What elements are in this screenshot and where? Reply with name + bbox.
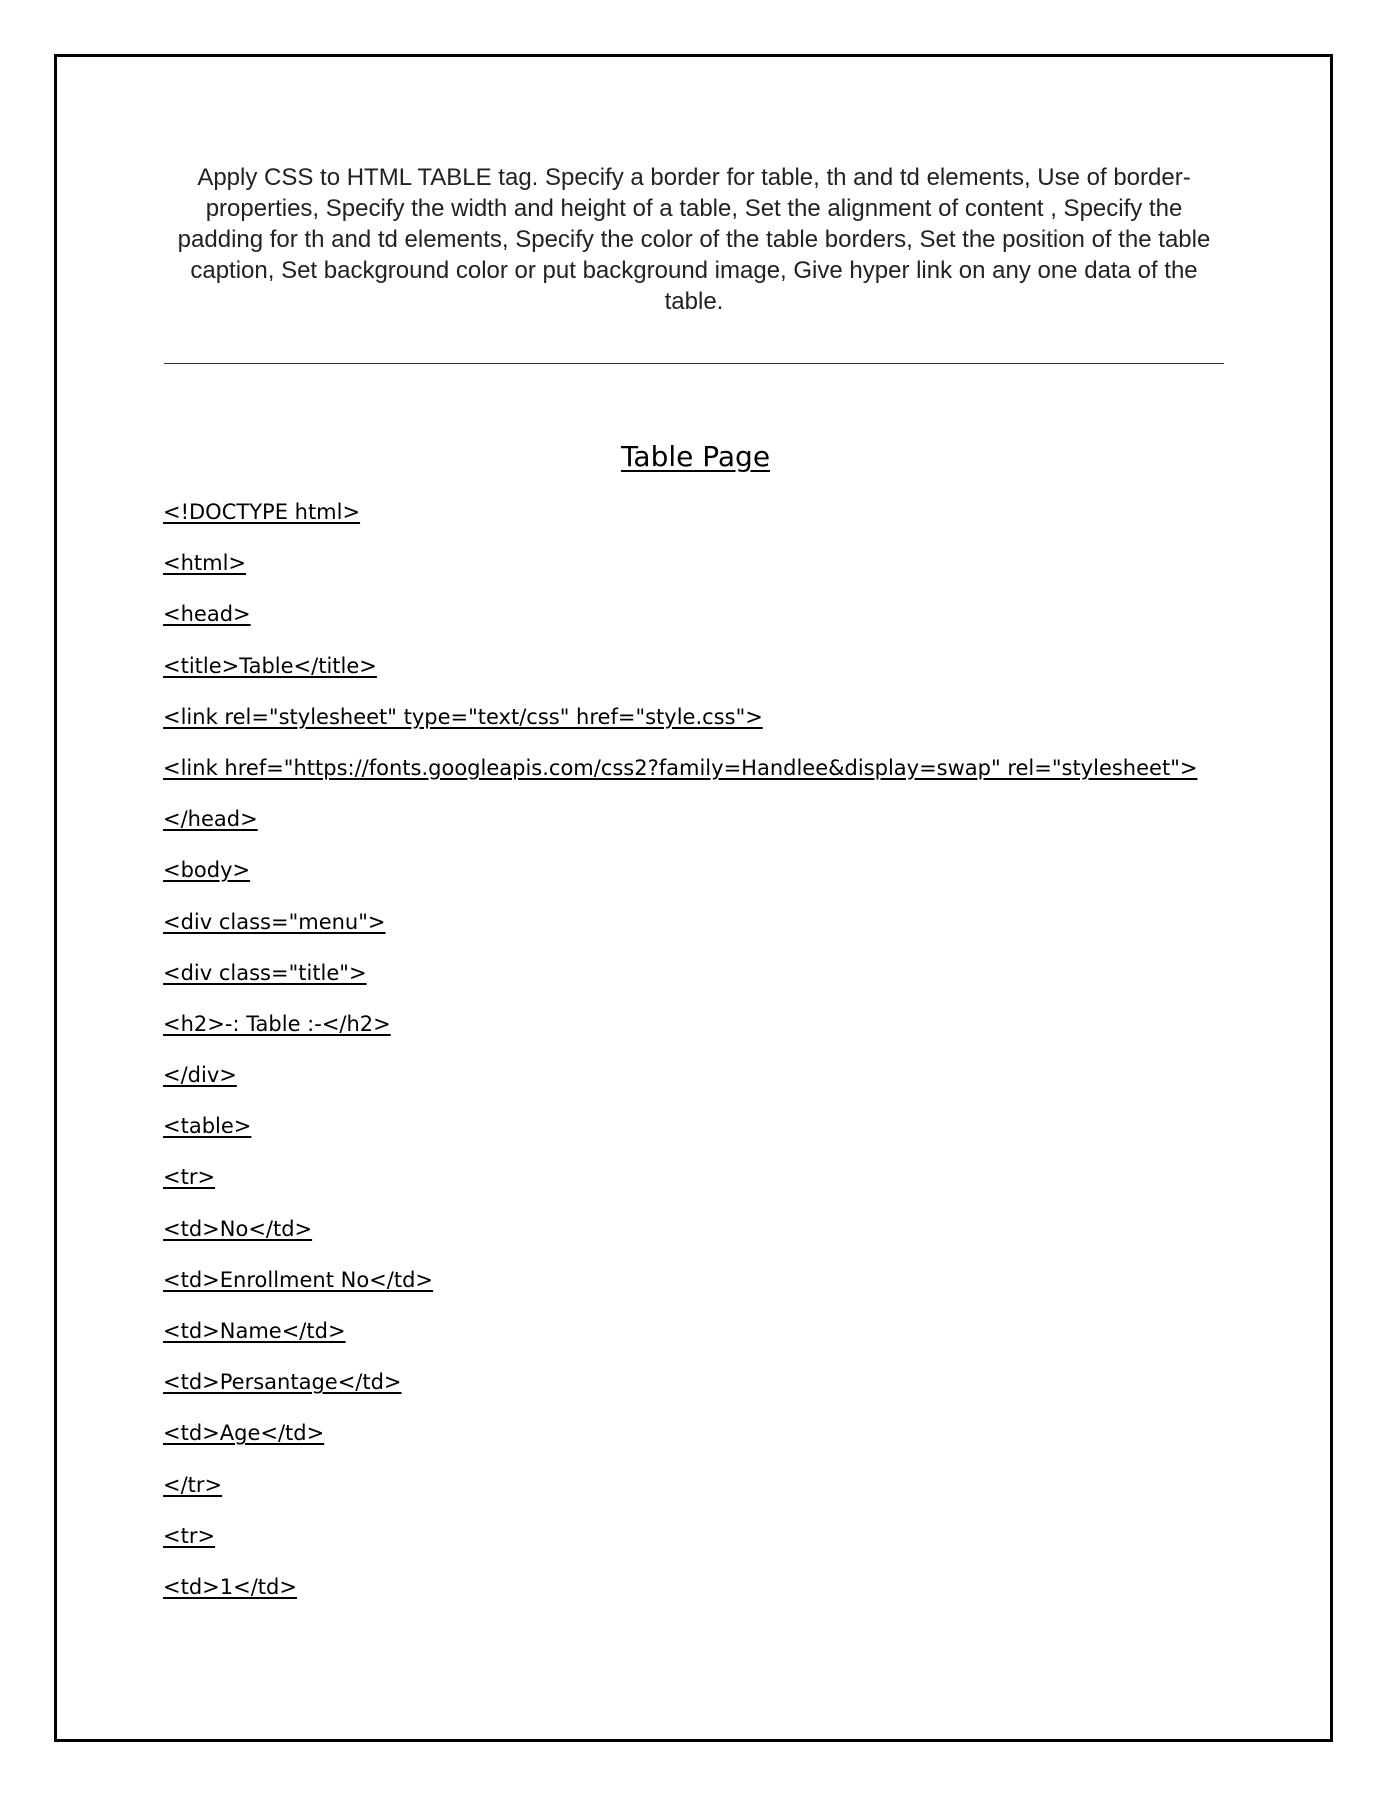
code-line xyxy=(163,652,1197,703)
code-line xyxy=(163,805,1197,856)
code-line xyxy=(163,1522,1197,1573)
code-line xyxy=(163,959,1197,1010)
code-line xyxy=(163,1163,1197,1214)
code-line xyxy=(163,1010,1197,1061)
code-line-text: <div class="title"> xyxy=(163,960,367,985)
code-line-text: <td>No</td> xyxy=(163,1216,313,1241)
code-line xyxy=(163,1317,1197,1368)
code-line-text: <tr> xyxy=(163,1523,216,1548)
code-line-text: </head> xyxy=(163,807,258,832)
code-line xyxy=(163,1419,1197,1470)
code-line-text: <td>Name</td> xyxy=(163,1319,346,1343)
code-line xyxy=(163,1061,1197,1112)
code-line-text: <body> xyxy=(163,858,251,883)
code-line-text: <tr> xyxy=(163,1165,216,1190)
code-line xyxy=(163,498,1197,549)
code-line-text: <!DOCTYPE html> xyxy=(163,500,361,524)
code-line-text: <table> xyxy=(163,1114,252,1139)
code-line-text: <td>Enrollment No</td> xyxy=(163,1267,434,1292)
code-line xyxy=(163,1471,1197,1522)
code-line-text: <td>1</td> xyxy=(163,1574,297,1599)
code-line xyxy=(163,1573,1197,1624)
code-line xyxy=(163,908,1197,959)
code-line-text: <h2>-: Table :-</h2> xyxy=(163,1011,391,1036)
code-line xyxy=(163,754,1197,805)
code-line-text: <head> xyxy=(163,602,251,627)
page-title xyxy=(0,437,1391,477)
code-listing xyxy=(163,498,1197,1624)
code-line-text: <link rel="stylesheet" type="text/css" href="style.css"> xyxy=(163,704,763,729)
code-line-text: <title>Table</title> xyxy=(163,653,377,678)
code-line xyxy=(163,703,1197,754)
code-line-text: <td>Persantage</td> xyxy=(163,1370,402,1395)
code-line xyxy=(163,1215,1197,1266)
task-description: Apply CSS to HTML TABLE tag. Specify a border for table, th and td elements, Use of border-properties, Specify the width and height of a table, Set the alignment of content , Specify the padding for th and td elements, Specify the color of the table borders, Set the position of the table caption, Set background color or put background image, Give hyper link on any one data of the table. xyxy=(177,164,1211,315)
separator-line xyxy=(164,363,1224,364)
page-title-text: Table Page xyxy=(620,440,771,473)
code-line-text: <link href="https://fonts.googleapis.com/css2?family=Handlee&display=swap" rel="stylesheet"> xyxy=(163,755,1198,780)
code-line xyxy=(163,1266,1197,1317)
code-line-text: <td>Age</td> xyxy=(163,1421,325,1446)
code-line xyxy=(163,1112,1197,1163)
code-line-text: <div class="menu"> xyxy=(163,909,386,934)
code-line xyxy=(163,600,1197,651)
code-line-text: </div> xyxy=(163,1063,237,1088)
code-line-text: </tr> xyxy=(163,1472,223,1497)
code-line-text: <html> xyxy=(163,551,247,576)
code-line xyxy=(163,1368,1197,1419)
code-line xyxy=(163,549,1197,600)
code-line xyxy=(163,856,1197,907)
